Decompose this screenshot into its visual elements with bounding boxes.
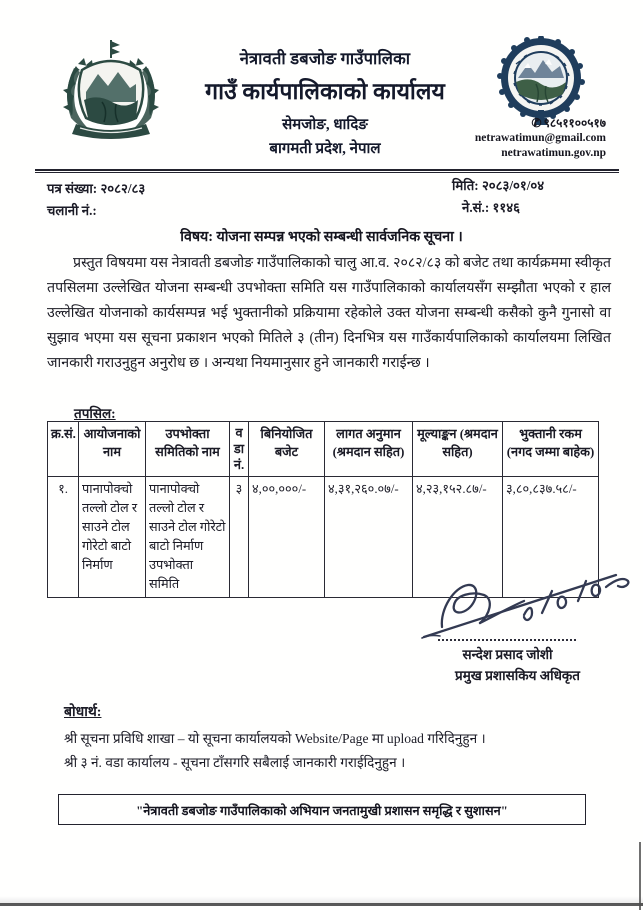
signatory-title: प्रमुख प्रशासकिय अधिकृत — [455, 668, 580, 683]
col-payment-amount: भुक्तानी रकम (नगद जम्मा बाहेक) — [503, 422, 599, 477]
letter-number-value: २०८२/८३ — [100, 181, 146, 196]
serial-row: ने.सं.: ११४६ — [462, 200, 520, 215]
reference-left — [47, 178, 145, 222]
col-serial: क्र.सं. — [48, 422, 79, 477]
phone-number: ९८५११००५१७ — [543, 116, 606, 130]
notice-body: प्रस्तुत विषयमा यस नेत्रावती डबजोङ गाउँपालिकाको चालु आ.व. २०८२/८३ को बजेट तथा कार्यक्रममा स्वीकृत तपसिलमा उल्लेखित योजना सम्बन्धी उपभोक्ता समिति यस गाउँपालिकाको कार्यालयसँग सम्झौता भएको र हाल उल्लेखित योजनाको कार्यसम्पन्न भई भुक्तानीको प्रक्रियामा रहेकोले उक्त योजना सम्बन्धी कसैको कुनै गुनासो वा सुझाव भएमा यस सूचना प्रकाशन भएको मितिले ३ (तीन) दिनभित्र यस गाउँकार्यपालिकाको कार्यालयमा लिखित जानकारी गराउनुहुन अनुरोध छ । अन्यथा नियमानुसार हुने जानकारी गराईन्छ । — [47, 255, 611, 371]
cell-cost-estimate: ४,३१,२६०.०७/- — [325, 477, 413, 598]
table-caption: तपसिल: — [74, 406, 116, 421]
col-cost-estimate: लागत अनुमान (श्रमदान सहित) — [325, 422, 413, 477]
cell-evaluation: ४,२३,१५२.८७/- — [413, 477, 503, 598]
col-allocated-budget: बिनियोजित बजेट — [249, 422, 325, 477]
date-row: मिति: २०८३/०१/०४ — [452, 178, 545, 193]
col-evaluation: मूल्याङ्कन (श्रमदान सहित) — [413, 422, 503, 477]
cell-serial: १. — [48, 477, 79, 598]
serial-value: ११४६ — [492, 200, 520, 215]
cc-item-ward-office: श्री ३ नं. वडा कार्यालय - सूचना टाँसगरि सबैलाई जानकारी गराईदिनुहुन । — [64, 755, 406, 770]
nepal-coat-of-arms-logo — [58, 36, 164, 142]
cc-section — [64, 702, 604, 775]
cc-item-it-branch: श्री सूचना प्रविधि शाखा – यो सूचना कार्यालयको Website/Page मा upload गरिदिनुहुन । — [64, 731, 486, 746]
signature-line — [438, 639, 576, 641]
cc-label: बोधार्थ: — [64, 705, 102, 720]
cell-ward-no: ३ — [230, 477, 249, 598]
date-value: २०८३/०१/०४ — [481, 178, 545, 193]
dispatch-number-row: चलानी नं.: — [47, 203, 97, 218]
phone-row — [406, 116, 606, 131]
signatory-name: सन्देश प्रसाद जोशी — [462, 647, 553, 662]
nepal-emblem-graphic — [58, 36, 164, 142]
subject-line: विषय: योजना सम्पन्न भएको सम्बन्धी सार्वजनिक सूचना । — [180, 229, 463, 245]
email-address: netrawatimun@gmail.com — [474, 132, 606, 144]
col-ward-no: व डा नं. — [230, 422, 249, 477]
address-line-2: बागमती प्रदेश, नेपाल — [269, 141, 381, 157]
municipality-name: नेत्रावती डबजोङ गाउँपालिका — [239, 49, 411, 68]
signature-block — [420, 565, 635, 695]
cell-allocated-budget: ४,००,०००/- — [249, 477, 325, 598]
contact-block — [406, 116, 606, 161]
cell-payment-amount: ३,८०,८३७.५८/- — [503, 477, 599, 598]
scan-edge-bottom — [0, 903, 643, 906]
header-divider — [35, 169, 619, 173]
phone-icon: ✆ — [531, 116, 542, 130]
address-line-1: सेमजोङ, धादिङ — [282, 117, 368, 133]
footer-slogan-banner — [58, 794, 586, 825]
table-header-row — [48, 422, 599, 477]
reference-right — [452, 175, 544, 219]
municipality-seal-graphic — [494, 36, 588, 128]
footer-slogan-text: "नेत्रावती डबजोङ गाउँपालिकाको अभियान जनतामुखी प्रशासन समृद्धि र सुशासन" — [136, 803, 508, 818]
letter-number-row: पत्र संख्या: २०८२/८३ — [47, 181, 146, 196]
office-name: गाउँ कार्यपालिकाको कार्यालय — [205, 79, 445, 104]
website-url: netrawatimun.gov.np — [501, 147, 606, 159]
municipality-seal-logo — [494, 36, 588, 128]
handwritten-signature — [420, 565, 635, 645]
cell-committee-name: पानापोक्चो तल्लो टोल र साउने टोल गोरेटो बाटो निर्माण उपभोक्ता समिति — [146, 477, 230, 598]
col-committee-name: उपभोक्ता समितिको नाम — [146, 422, 230, 477]
scan-edge-right — [639, 842, 641, 910]
col-project-name: आयोजनाको नाम — [79, 422, 146, 477]
cell-project-name: पानापोक्चो तल्लो टोल र साउने टोल गोरेटो बाटो निर्माण — [79, 477, 146, 598]
